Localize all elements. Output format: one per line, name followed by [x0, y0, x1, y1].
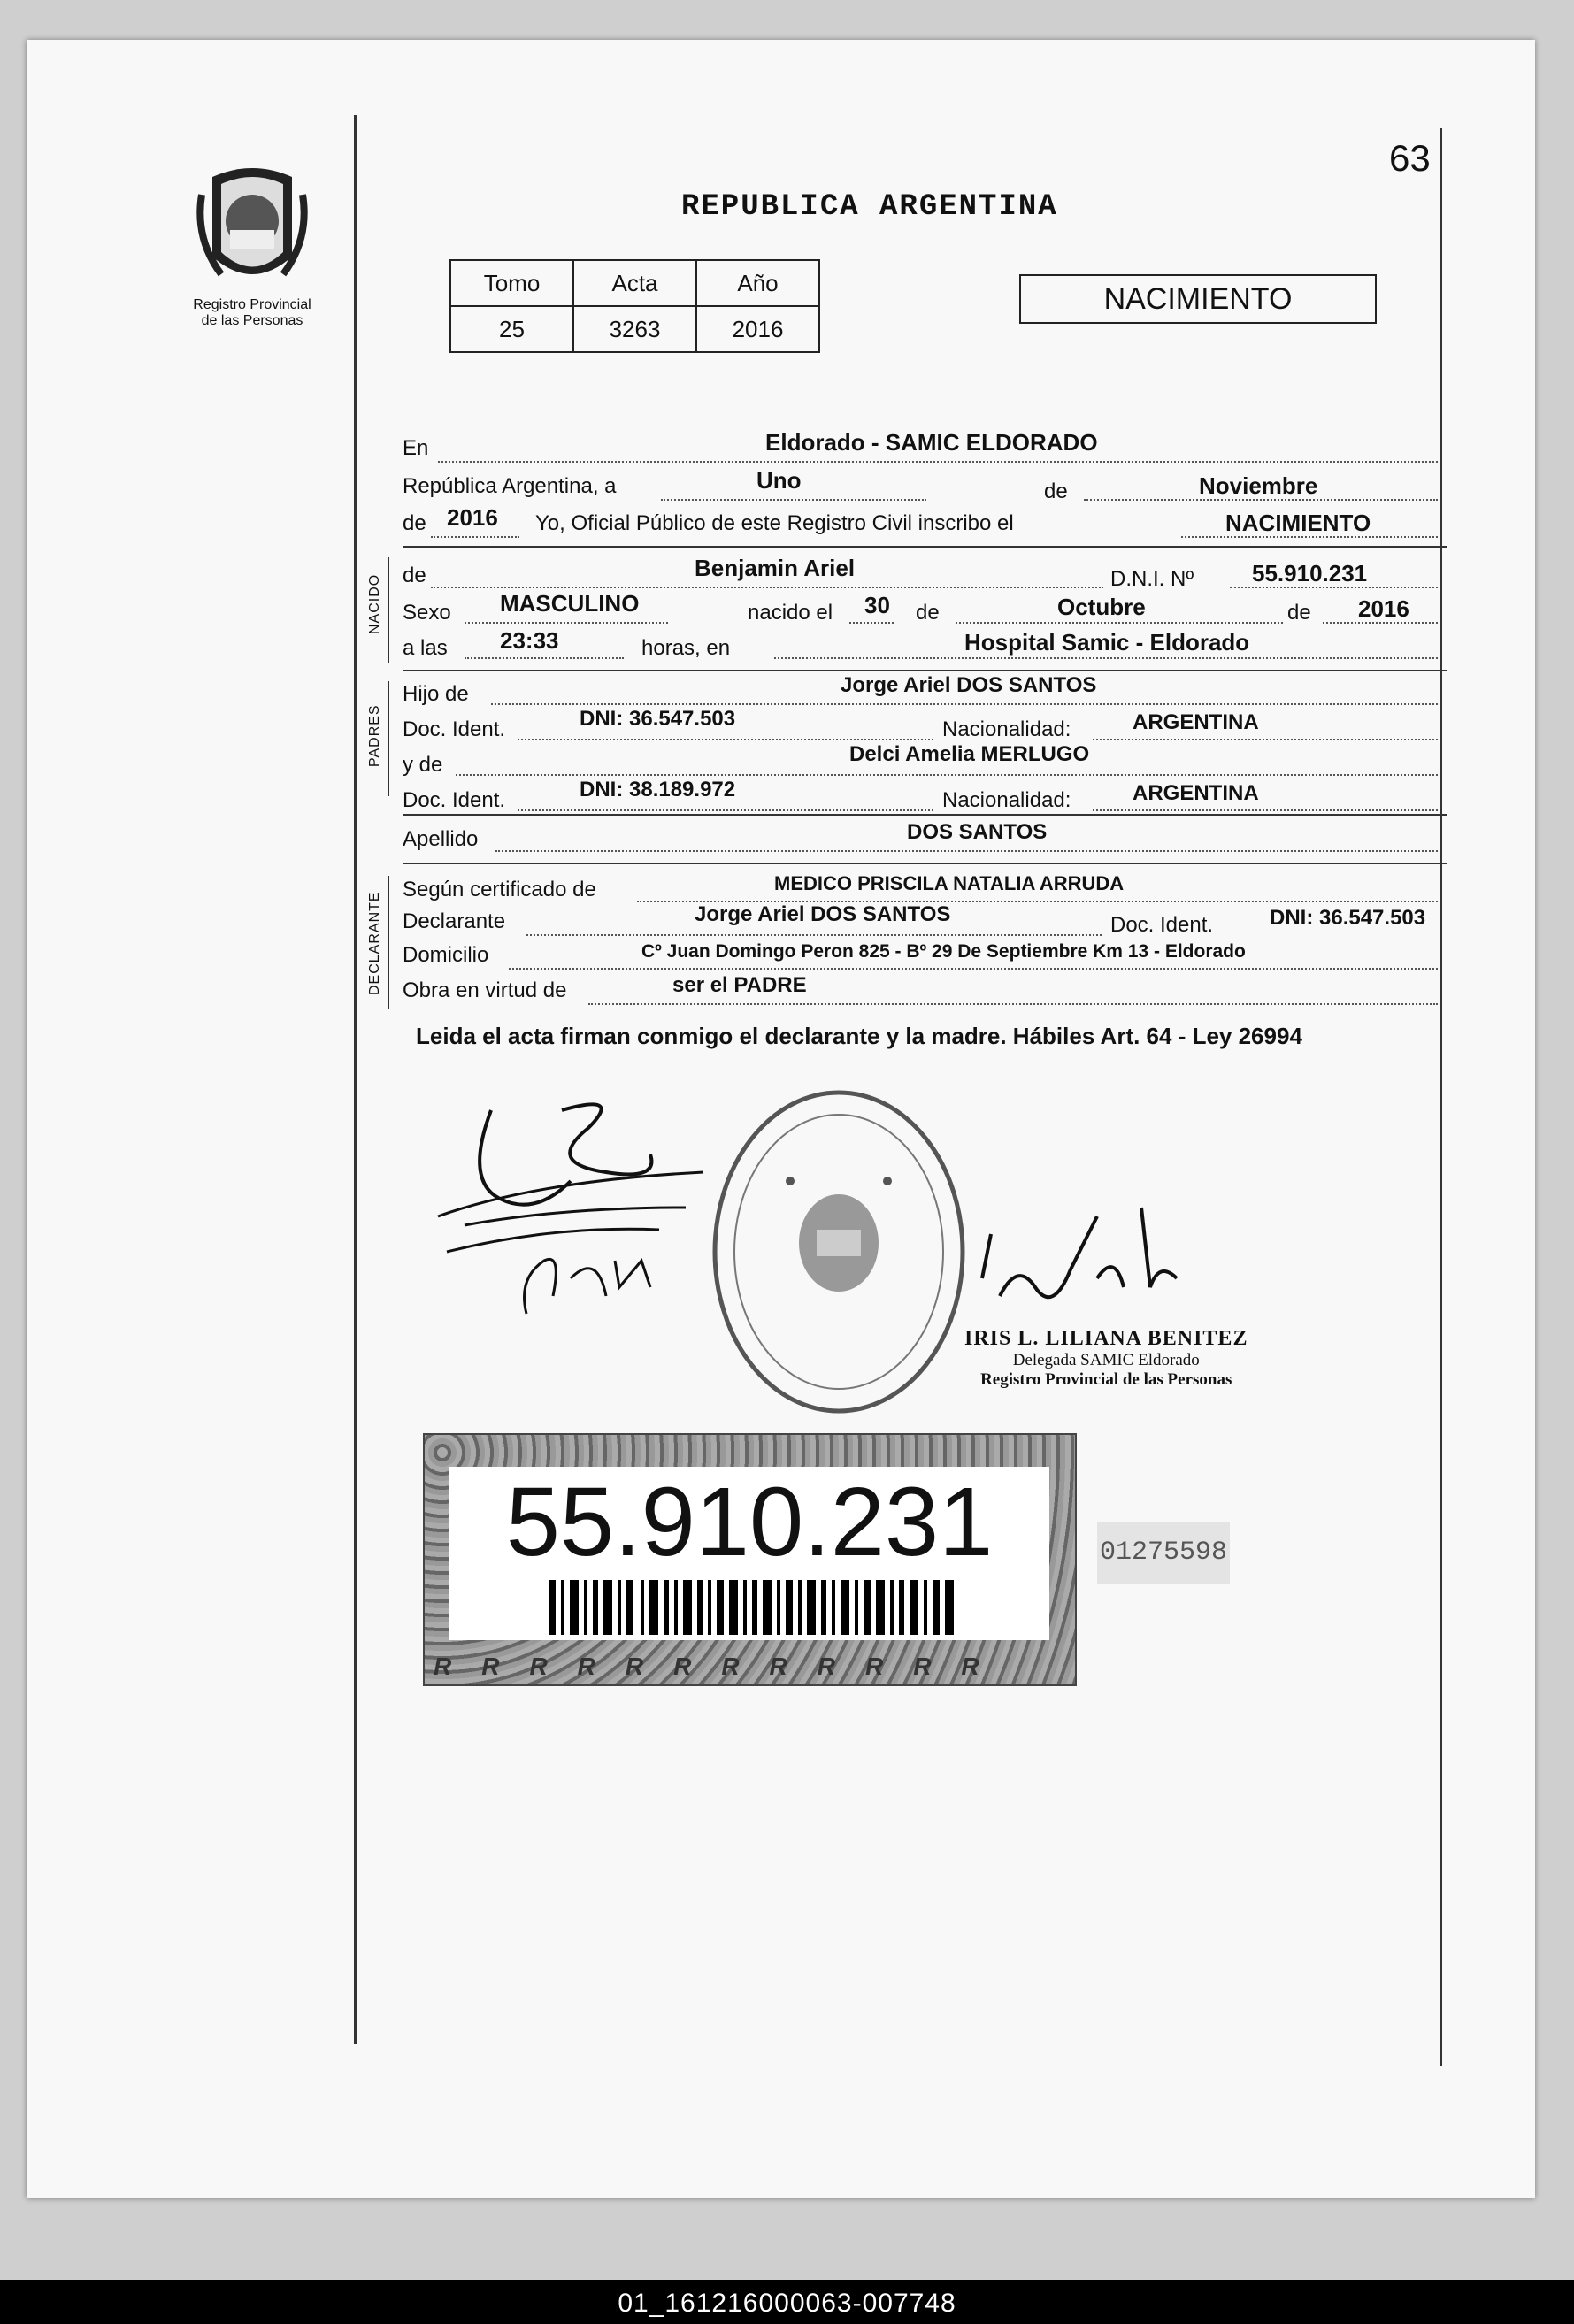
- document-sheet: [27, 40, 1535, 2198]
- father-name: Jorge Ariel DOS SANTOS: [841, 673, 1097, 697]
- child-name: Benjamin Ariel: [695, 555, 856, 581]
- year-text: Yo, Oficial Público de este Registro Civil inscribo el: [535, 511, 1014, 535]
- date-de-label: de: [1044, 479, 1068, 503]
- born-month: Octubre: [1057, 594, 1146, 620]
- document-title: REPUBLICA ARGENTINA: [681, 190, 1058, 224]
- born-year: 2016: [1358, 595, 1409, 622]
- declarant-name: Jorge Ariel DOS SANTOS: [695, 902, 951, 926]
- mother-nat-label: Nacionalidad:: [942, 788, 1071, 812]
- official-signature: [964, 1181, 1194, 1331]
- certificate-label: Según certificado de: [403, 878, 596, 901]
- father-doc-label: Doc. Ident.: [403, 717, 506, 741]
- born-label: nacido el: [748, 601, 833, 625]
- declarant-doc-label: Doc. Ident.: [1110, 913, 1214, 937]
- mother-label: y de: [403, 753, 443, 777]
- sex-value: MASCULINO: [500, 590, 640, 617]
- control-code: 01275598: [1097, 1522, 1230, 1584]
- birth-time: 23:33: [500, 627, 559, 654]
- record-type-box: NACIMIENTO: [1019, 274, 1377, 324]
- declarant-doc: DNI: 36.547.503: [1270, 906, 1426, 930]
- registry-header-acta: Acta: [573, 260, 696, 306]
- mother-name: Delci Amelia MERLUGO: [849, 742, 1090, 766]
- official-name: IRIS L. LILIANA BENITEZ: [964, 1327, 1248, 1350]
- born-de1: de: [916, 601, 940, 625]
- capacity-label: Obra en virtud de: [403, 978, 567, 1002]
- surname-label: Apellido: [403, 827, 479, 851]
- page-number: 63: [1389, 137, 1431, 179]
- registry-value-ano: 2016: [696, 306, 819, 352]
- declarant-signature: [429, 1075, 730, 1349]
- sex-label: Sexo: [403, 601, 451, 625]
- birth-place: Hospital Samic - Eldorado: [964, 629, 1250, 656]
- barcode-label: [423, 1433, 1077, 1686]
- registry-value-tomo: 25: [450, 306, 573, 352]
- child-name-label: de: [403, 564, 426, 587]
- father-nat-label: Nacionalidad:: [942, 717, 1071, 741]
- time-label: a las: [403, 636, 448, 660]
- section-label-declarante: DECLARANTE: [367, 891, 382, 995]
- place-value: Eldorado - SAMIC ELDORADO: [765, 429, 1098, 456]
- year-event: NACIMIENTO: [1225, 510, 1371, 536]
- section-label-nacido: NACIDO: [367, 573, 382, 634]
- mother-doc: DNI: 38.189.972: [580, 778, 736, 802]
- right-margin-line: [1440, 128, 1442, 2066]
- certificate-value: MEDICO PRISCILA NATALIA ARRUDA: [774, 872, 1125, 894]
- registry-header-tomo: Tomo: [450, 260, 573, 306]
- logo-caption-line1: Registro Provincial: [193, 297, 311, 312]
- barcode-icon: [549, 1580, 956, 1635]
- provincial-emblem-icon: [195, 159, 310, 292]
- year-de-label: de: [403, 511, 426, 535]
- official-office: Registro Provincial de las Personas: [980, 1370, 1232, 1389]
- official-signature-block: [964, 1327, 1248, 1390]
- date-month: Noviembre: [1199, 472, 1318, 499]
- address-value: Cº Juan Domingo Peron 825 - Bº 29 De Septiembre Km 13 - Eldorado: [641, 941, 1246, 962]
- scan-file-id: 01_161216000063-007748: [618, 2289, 956, 2318]
- mother-doc-label: Doc. Ident.: [403, 788, 506, 812]
- logo-caption-line2: de las Personas: [201, 313, 303, 328]
- registry-logo: [164, 159, 341, 329]
- left-margin-line: [354, 115, 357, 2044]
- surname-value: DOS SANTOS: [907, 820, 1048, 844]
- child-dni-label: D.N.I. Nº: [1110, 567, 1194, 591]
- declarant-label: Declarante: [403, 909, 506, 933]
- born-day: 30: [864, 592, 890, 618]
- address-label: Domicilio: [403, 943, 489, 967]
- year-value: 2016: [447, 504, 498, 531]
- closing-statement: Leida el acta firman conmigo el declarante y la madre. Hábiles Art. 64 - Ley 26994: [416, 1023, 1302, 1049]
- capacity-value: ser el PADRE: [672, 973, 807, 997]
- barcode-number: 55.910.231: [505, 1468, 994, 1576]
- section-label-padres: PADRES: [367, 704, 382, 767]
- date-day: Uno: [756, 467, 802, 494]
- hours-label: horas, en: [641, 636, 731, 660]
- father-nationality: ARGENTINA: [1133, 710, 1259, 734]
- registry-header-ano: Año: [696, 260, 819, 306]
- barcode-security-strip: RRRRRRRRRRRR: [434, 1653, 1010, 1680]
- registry-value-acta: 3263: [573, 306, 696, 352]
- place-label: En: [403, 436, 429, 460]
- mother-nationality: ARGENTINA: [1133, 781, 1259, 805]
- father-label: Hijo de: [403, 682, 469, 706]
- father-doc: DNI: 36.547.503: [580, 707, 736, 731]
- date-label: República Argentina, a: [403, 474, 617, 498]
- born-de2: de: [1287, 601, 1311, 625]
- official-seal: [706, 1084, 971, 1420]
- child-dni: 55.910.231: [1252, 560, 1368, 587]
- registry-table: [449, 259, 820, 353]
- official-role: Delegada SAMIC Eldorado: [1012, 1351, 1200, 1369]
